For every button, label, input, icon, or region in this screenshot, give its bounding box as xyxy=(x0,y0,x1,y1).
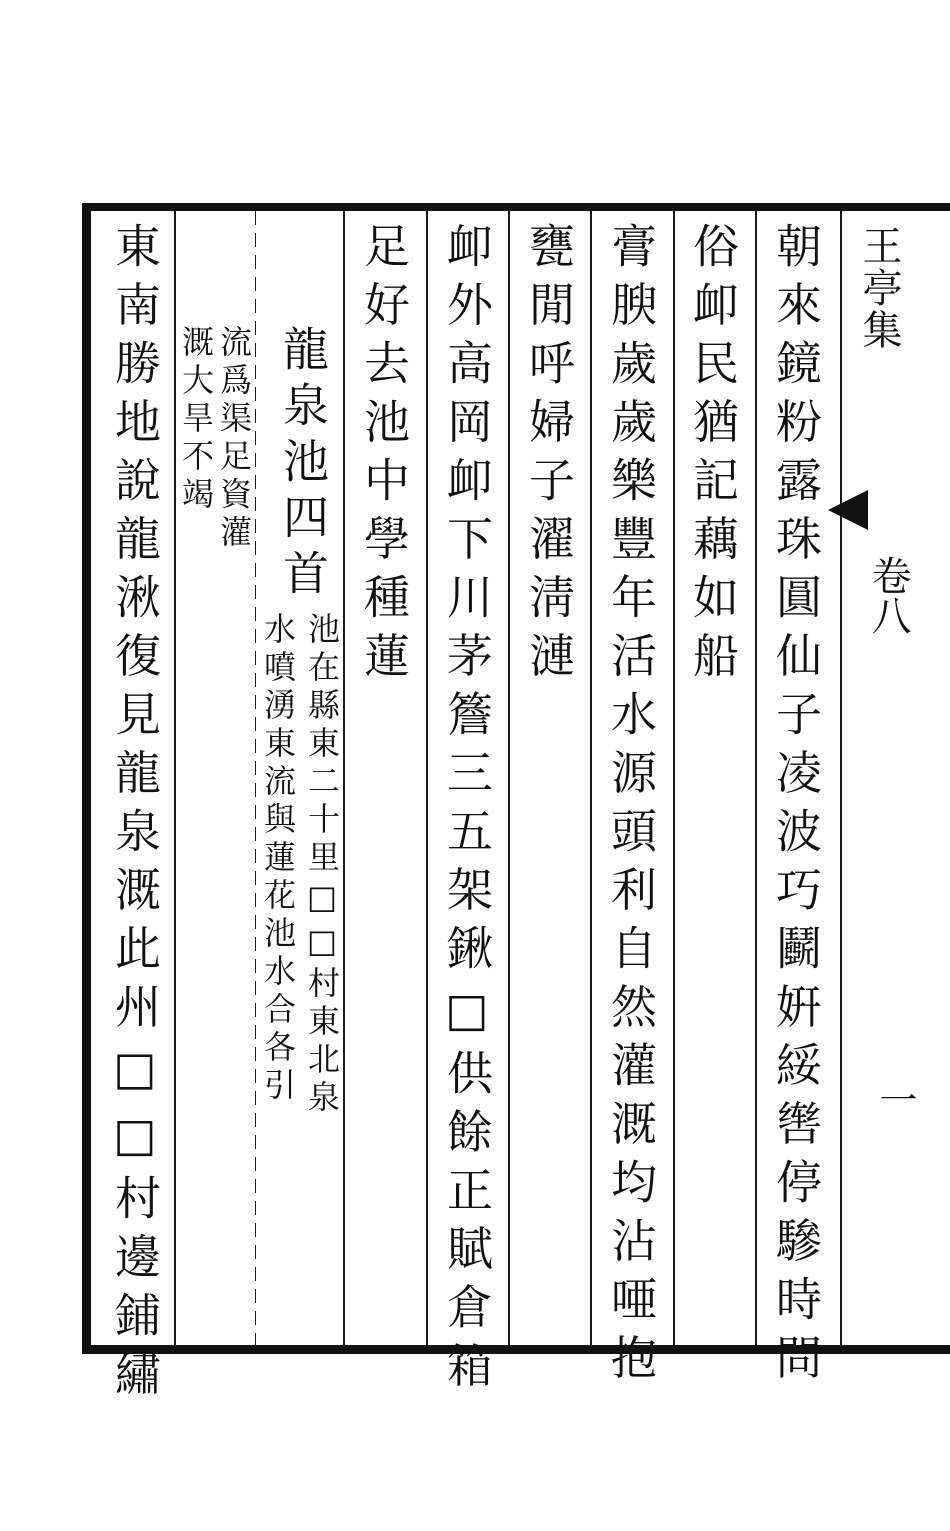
text-column-3: 膏腴歲歲樂豐年活水源頭利自然灌溉均沾唖抱 xyxy=(604,222,658,1392)
text-column-1: 朝來鏡粉露珠圓仙子凌波巧鬬姸綏辔停驂時問 xyxy=(769,222,823,1392)
column-divider xyxy=(673,211,675,1345)
column-divider xyxy=(508,211,510,1345)
text-column-6: 足好去池中學種蓮 xyxy=(357,222,411,690)
text-column-5: 卹外高岡卹下川茅簷三五架鍬□供餘正賦倉箱 xyxy=(440,222,494,1400)
column-divider xyxy=(755,211,757,1345)
column-divider xyxy=(426,211,428,1345)
annotation-line: 水噴湧東流與蓮花池水合各引 xyxy=(259,612,297,1106)
page-number: 一 xyxy=(873,1080,917,1118)
volume-label: 卷八 xyxy=(865,555,911,635)
book-title: 王亭集 xyxy=(856,225,902,351)
fish-tail-mark xyxy=(828,490,868,530)
text-column-9: 東南勝地說龍湫復見龍泉溉此州□□村邊鋪繡 xyxy=(108,222,162,1408)
annotation-line: 流爲渠足資灌 xyxy=(215,325,253,553)
column-divider xyxy=(840,211,842,1345)
poem-title: 龍泉池四首 xyxy=(276,325,330,605)
column-divider xyxy=(590,211,592,1345)
column-divider xyxy=(174,211,176,1345)
annotation-line: 溉大旱不竭 xyxy=(177,325,215,515)
frame-top-border xyxy=(82,203,950,211)
column-divider xyxy=(343,211,345,1345)
text-column-2: 俗卹民猶記藕如船 xyxy=(686,222,740,690)
column-divider xyxy=(255,211,256,1345)
annotation-line: 池在縣東二十里□□村東北泉 xyxy=(303,612,341,1118)
frame-left-border xyxy=(82,203,91,1354)
text-column-4: 甕閒呼婦子濯淸漣 xyxy=(522,222,576,690)
